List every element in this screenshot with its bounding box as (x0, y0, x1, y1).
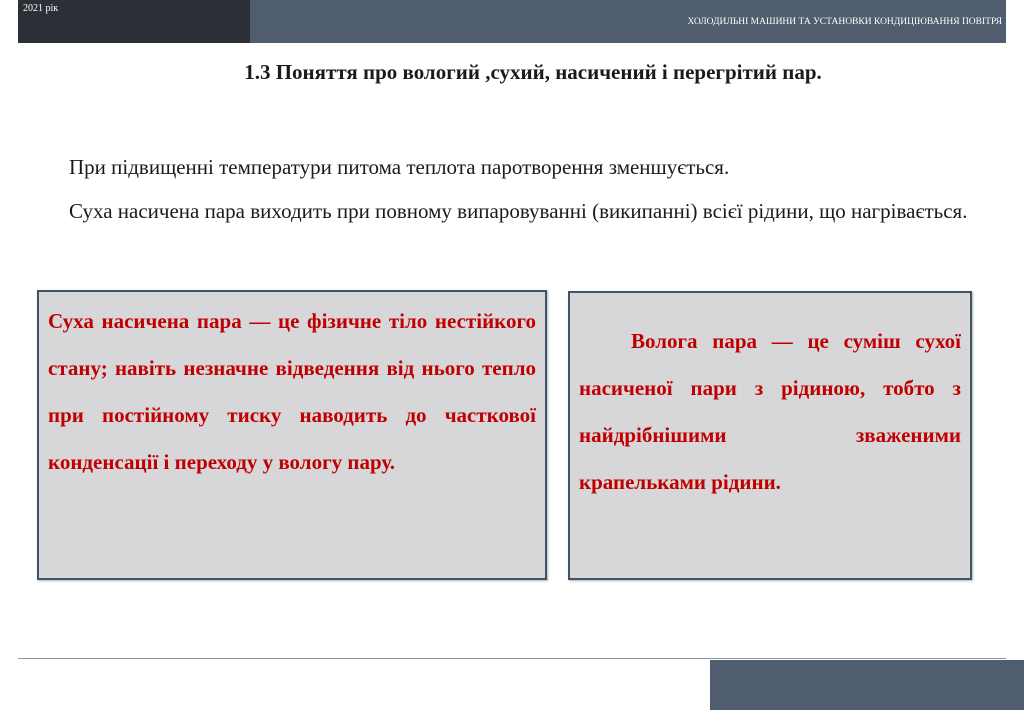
course-subject: ХОЛОДИЛЬНІ МАШИНИ ТА УСТАНОВКИ КОНДИЦІЮВАННЯ ПОВІТРЯ (687, 17, 1002, 27)
footer-block (710, 660, 1024, 710)
definition-box-dry-steam (37, 290, 547, 580)
definition-box-wet-steam (568, 291, 972, 580)
definition-text-dry-steam: Суха насичена пара — це фізичне тіло нестійкого стану; навіть незначне відведення від нього тепло при постійному тиску наводить до часткової конденсації і переходу у вологу пару. (48, 309, 536, 474)
definition-text-wet-steam: Волога пара — це суміш сухої насиченої пари з рідиною, тобто з найдрібнішими зваженими крапельками рідини. (579, 329, 961, 494)
footer-divider (18, 658, 1006, 659)
header-left-bar (18, 0, 250, 43)
section-title: 1.3 Поняття про вологий ,сухий, насичений і перегрітий пар. (244, 60, 822, 84)
year-label: 2021 рік (23, 3, 59, 14)
header-right-bar (250, 0, 1006, 43)
paragraph-2: Суха насичена пара виходить при повному випаровуванні (википанні) всієї рідини, що нагрівається. (69, 199, 968, 223)
paragraph-1: При підвищенні температури питома теплота паротворення зменшується. (69, 155, 730, 179)
